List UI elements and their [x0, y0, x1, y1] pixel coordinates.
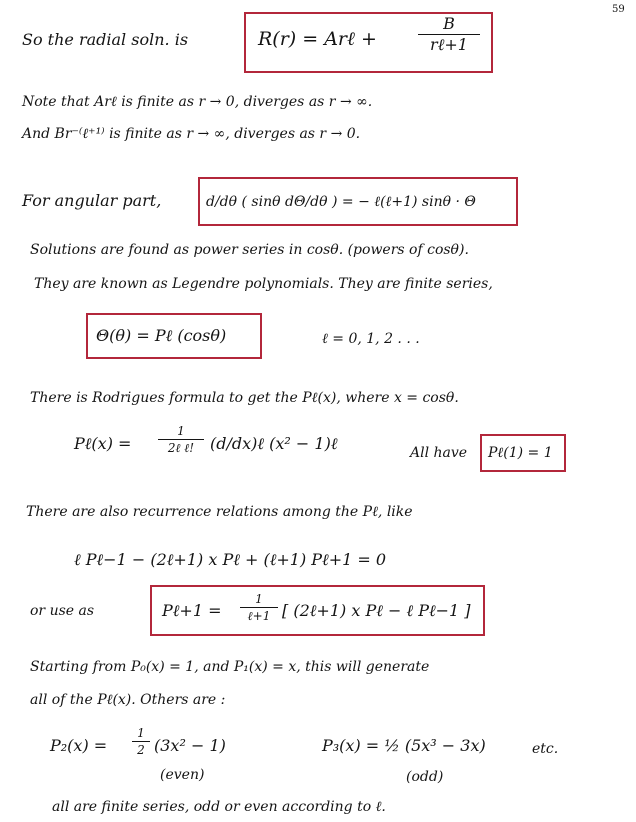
radial-eq-num: B: [443, 14, 455, 33]
rodrigues-lhs: Pℓ(x) =: [74, 434, 132, 453]
p2-note: (even): [160, 767, 205, 783]
angular-intro: For angular part,: [22, 191, 162, 210]
theta-eq: Θ(θ) = Pℓ (cosθ): [96, 326, 227, 345]
etc: etc.: [532, 741, 559, 757]
recurrence-lhs: Pℓ+1 =: [162, 601, 222, 620]
p3-eq: P₃(x) = ½ (5x³ − 3x): [322, 736, 486, 755]
p2-fraction: [132, 727, 150, 756]
l-values: ℓ = 0, 1, 2 . . .: [322, 331, 420, 347]
rodrigues-rhs: (d/dx)ℓ (x² − 1)ℓ: [210, 434, 338, 453]
p2-den: 2: [137, 743, 145, 757]
recurrence-intro: There are also recurrence relations among the Pℓ, like: [26, 504, 413, 520]
recurrence-fraction: [240, 593, 278, 622]
fraction-bar: [158, 439, 204, 440]
rodrigues-fraction: [158, 425, 204, 454]
note-line-1: Note that Arℓ is finite as r → 0, diverges as r → ∞.: [22, 94, 373, 110]
all-have-eq: Pℓ(1) = 1: [488, 445, 553, 461]
rodrigues-num: 1: [177, 424, 185, 438]
fraction-bar: [240, 607, 278, 608]
p2-num: 1: [137, 726, 145, 740]
radial-eq-left: R(r) = Arℓ +: [258, 28, 377, 50]
or-use-as: or use as: [30, 603, 95, 619]
radial-intro: So the radial soln. is: [22, 30, 189, 49]
radial-eq-den: rℓ+1: [430, 35, 468, 54]
angular-eq: d/dθ ( sinθ dΘ/dθ ) = − ℓ(ℓ+1) sinθ · Θ: [206, 194, 476, 210]
p3-note: (odd): [406, 769, 444, 785]
page-number: 59: [612, 4, 625, 15]
p2-rhs: (3x² − 1): [154, 736, 226, 755]
p2-lhs: P₂(x) =: [50, 736, 108, 755]
rodrigues-intro: There is Rodrigues formula to get the Pℓ(x), where x = cosθ.: [30, 390, 459, 406]
radial-eq-fraction: [418, 16, 480, 53]
recurrence-rhs: [ (2ℓ+1) x Pℓ − ℓ Pℓ−1 ]: [282, 601, 471, 620]
all-have-label: All have: [410, 445, 468, 461]
all-finite-line: all are finite series, odd or even according to ℓ.: [52, 799, 386, 815]
recurrence-den: ℓ+1: [247, 609, 271, 623]
recurrence-eq: ℓ Pℓ−1 − (2ℓ+1) x Pℓ + (ℓ+1) Pℓ+1 = 0: [74, 550, 387, 569]
rodrigues-den: 2ℓ ℓ!: [167, 441, 195, 455]
recurrence-num: 1: [255, 592, 263, 606]
starting-line-1: Starting from P₀(x) = 1, and P₁(x) = x, this will generate: [30, 659, 430, 675]
solutions-line-2: They are known as Legendre polynomials. They are finite series,: [34, 276, 493, 292]
fraction-bar: [132, 741, 150, 742]
solutions-line-1: Solutions are found as power series in cosθ. (powers of cosθ).: [30, 242, 469, 258]
note-line-2: And Br⁻⁽ℓ⁺¹⁾ is finite as r → ∞, diverges as r → 0.: [22, 126, 361, 142]
starting-line-2: all of the Pℓ(x). Others are :: [30, 692, 226, 708]
